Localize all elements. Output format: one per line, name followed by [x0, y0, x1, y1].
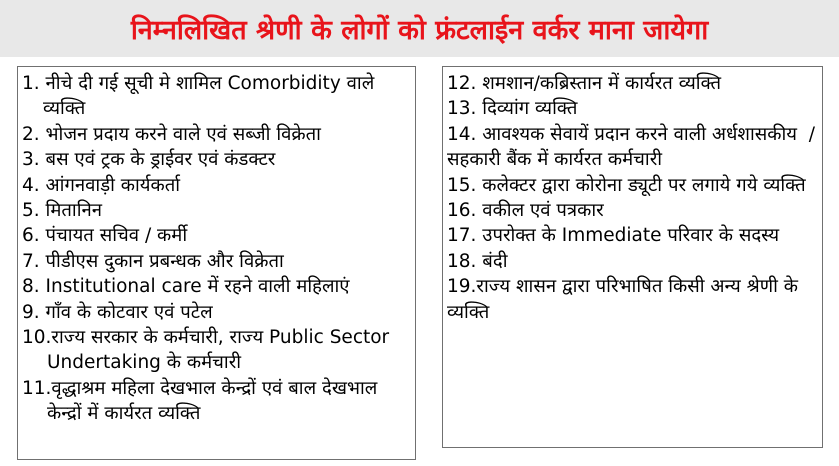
list-item: 15. कलेक्टर द्वारा कोरोना ड्यूटी पर लगाये गये व्यक्ति [447, 174, 806, 196]
list-item: 8. Institutional care में रहने वाली महिलाएं [22, 276, 350, 298]
list-item: 11.वृद्धाश्रम महिला देखभाल केन्द्रों एवं बाल देखभाल केन्द्रों में कार्यरत व्यक्ति [22, 377, 378, 425]
list-item: 6. पंचायत सचिव / कर्मी [22, 225, 188, 247]
left-list [18, 67, 415, 427]
list-item: 7. पीडीएस दुकान प्रबन्धक और विक्रेता [22, 250, 284, 272]
left-list-box [17, 66, 416, 460]
list-item: 4. आंगनवाड़ी कार्यकर्ता [22, 174, 181, 196]
list-item: 9. गाँव के कोटवार एवं पटेल [22, 301, 213, 323]
right-list [443, 67, 822, 325]
list-item: 16. वकील एवं पत्रकार [447, 200, 604, 222]
list-item: 3. बस एवं ट्रक के ड्राईवर एवं कंडक्टर [22, 149, 276, 171]
list-item: 10.राज्य सरकार के कर्मचारी, राज्य Public Sector Undertaking के कर्मचारी [22, 327, 390, 374]
right-list-box [442, 66, 823, 448]
list-item: 5. मितानिन [22, 200, 103, 222]
list-item: 12. शमशान/कब्रिस्तान में कार्यरत व्यक्ति [447, 73, 722, 94]
list-item: 1. नीचे दी गई सूची मे शामिल Comorbidity वाले व्यक्ति [22, 73, 375, 120]
list-item: 18. बंदी [447, 250, 508, 272]
list-item: 14. आवश्यक सेवायें प्रदान करने वाली अर्धशासकीय /सहकारी बैंक में कार्यरत कर्मचारी [447, 123, 815, 171]
list-item: 13. दिव्यांग व्यक्ति [447, 98, 578, 120]
list-item: 17. उपरोक्त के Immediate परिवार के सदस्य [447, 225, 780, 247]
page-title: निम्नलिखित श्रेणी के लोगों को फ्रंटलाईन वर्कर माना जायेगा [130, 15, 709, 46]
title-bar [0, 0, 839, 57]
list-item: 19.राज्य शासन द्वारा परिभाषित किसी अन्य श्रेणी के व्यक्ति [447, 276, 804, 323]
list-item: 2. भोजन प्रदाय करने वाले एवं सब्जी विक्रेता [22, 123, 321, 145]
